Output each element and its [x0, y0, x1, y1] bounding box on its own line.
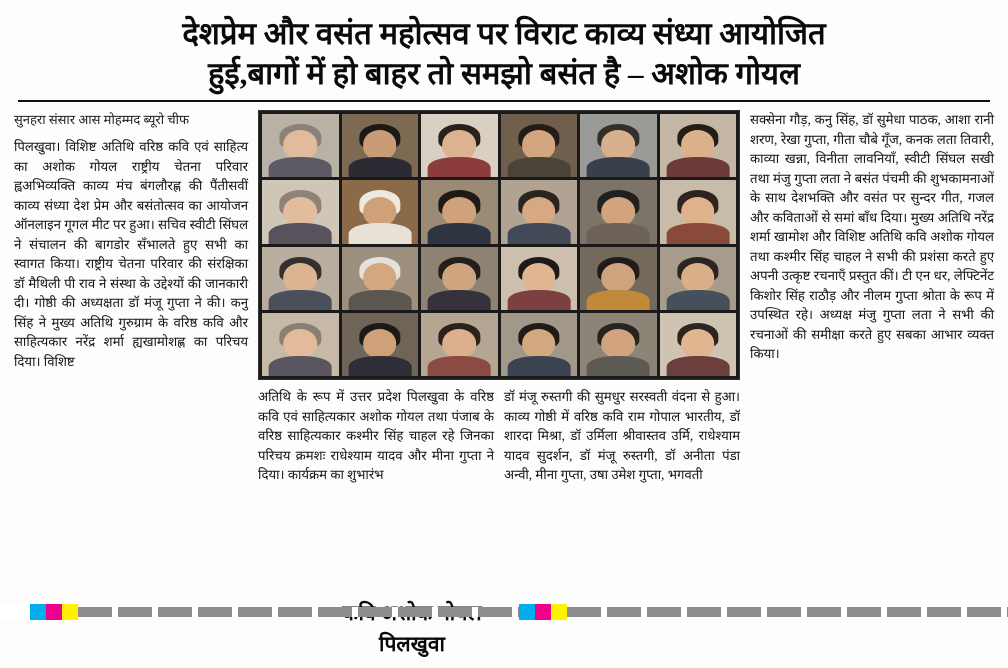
article-body	[14, 110, 994, 485]
portrait-cell	[501, 247, 578, 310]
headline-divider	[18, 100, 990, 102]
portrait-cell	[660, 313, 737, 376]
portrait-cell	[660, 180, 737, 243]
byline: सुनहरा संसार आस मोहम्मद ब्यूरो चीफ	[14, 112, 190, 127]
portrait-cell	[501, 313, 578, 376]
portrait-cell	[421, 114, 498, 177]
portrait-cell	[421, 247, 498, 310]
portrait-cell	[262, 180, 339, 243]
swatch-yellow-2	[551, 604, 567, 620]
portrait-cell	[421, 313, 498, 376]
portrait-cell	[660, 114, 737, 177]
column-right	[750, 110, 994, 364]
photo-collage	[258, 110, 740, 380]
article-paragraph-right: सक्सेना गौड़, कनु सिंह, डॉ सुमेधा पाठक, आशा रानी शरण, रेखा गुप्ता, गीता चौबे गूँज, कनक लता तिवारी, काव्या खन्ना, विनीता लावनियाँ, स्वीटी सिंघल सखी तथा मंजु गुप्ता लता ने बसंत पंचमी की शुभकामनाओं के साथ देशभक्ति और वसंत पर सुन्दर गीत, गजल और कविताओं से समां बाँध दिया। मुख्य अतिथि नरेंद्र शर्मा खामोश और विशिष्ट अतिथि कवि अशोक गोयल तथा कश्मीर सिंह चाहल ने सभी की प्रशंसा करते हुए अपनी उत्कृष्ट रचनाएँ प्रस्तुत कीं। टी एन धर, लेफ्टिनेंट किशोर सिंह राठौड़ और नीलम गुप्ता श्रोता के रूप में उपस्थित रहे। अध्यक्ष मंजु गुप्ता लता ने सभी की रचनाओं की समीक्षा करते हुए सबका आभार व्यक्त किया।	[750, 112, 994, 361]
article-paragraph-left: पिलखुवा। विशिष्ट अतिथि वरिष्ठ कवि एवं साहित्य का अशोक गोयल राष्ट्रीय चेतना परिवार ह्वअभिव्यक्ति काव्य मंच बंगलौरह्ण की पैंतीसवीं काव्य संध्या देश प्रेम और बसंतोत्सव का आयोजन ऑनलाइन गूगल मीट पर हुआ। सचिव स्वीटी सिंघल ने संचालन की बागडोर सँभालते हुए सभी का स्वागत किया। राष्ट्रीय चेतना परिवार की संरक्षिका डॉ मैथिली पी राव ने संस्था के उद्देश्यों की जानकारी दी। गोष्ठी की अध्यक्षता डॉ मंजू गुप्ता ने की। कनु सिंह ने मुख्य अतिथि गुरुग्राम के वरिष्ठ कवि और साहित्यकार नरेंद्र शर्मा ह्यखामोशह्ण का परिचय दिया। विशिष्ट	[14, 139, 249, 369]
portrait-cell	[580, 180, 657, 243]
article-paragraph-mid-left: अतिथि के रूप में उत्तर प्रदेश पिलखुवा के वरिष्ठ कवि एवं साहित्यकार अशोक गोयल तथा पंजाब के वरिष्ठ साहित्यकार कश्मीर सिंह चाहल रहे जिनका परिचय क्रमशः राधेश्याम यादव और मीना गुप्ता ने दिया। कार्यक्रम का शुभारंभ	[258, 389, 495, 482]
middle-columns	[258, 387, 740, 485]
swatch-cyan	[30, 604, 46, 620]
portrait-cell	[262, 114, 339, 177]
portrait-cell	[501, 180, 578, 243]
portrait-cell	[262, 247, 339, 310]
swatch-cyan-2	[519, 604, 535, 620]
swatch-magenta-2	[535, 604, 551, 620]
gray-scale-bar-left	[78, 607, 519, 617]
print-registration-bar	[0, 604, 1008, 620]
headline-line-2: हुई,बागों में हो बाहर तो समझो बसंत है – अशोक गोयल	[207, 56, 801, 91]
gray-scale-bar-right	[567, 607, 1008, 617]
column-middle	[258, 110, 740, 485]
portrait-cell	[580, 313, 657, 376]
portrait-cell	[501, 114, 578, 177]
photo-grid	[258, 110, 740, 380]
swatch-yellow	[62, 604, 78, 620]
portrait-cell	[421, 180, 498, 243]
portrait-cell	[342, 313, 419, 376]
page-title	[14, 14, 994, 94]
portrait-cell	[660, 247, 737, 310]
portrait-cell	[342, 180, 419, 243]
portrait-cell	[580, 114, 657, 177]
registration-spacer	[0, 604, 30, 620]
swatch-magenta	[46, 604, 62, 620]
portrait-cell	[342, 114, 419, 177]
portrait-cell	[342, 247, 419, 310]
photo-caption-line-2: पिलखुवा	[379, 632, 445, 656]
article-paragraph-mid-right: डॉ मंजू रुस्तगी की सुमधुर सरस्वती वंदना से हुआ। काव्य गोष्ठी में वरिष्ठ कवि राम गोपाल भारतीय, डॉ शारदा मिश्रा, डॉ उर्मिला श्रीवास्तव उर्मि, राधेश्याम यादव सुदर्शन, डॉ मंजू रुस्तगी, डॉ अनीता पंडा अन्वी, मीना गुप्ता, उषा उमेश गुप्ता, भगवती	[504, 389, 741, 482]
portrait-cell	[580, 247, 657, 310]
portrait-cell	[262, 313, 339, 376]
headline-line-1: देशप्रेम और वसंत महोत्सव पर विराट काव्य संध्या आयोजित	[182, 16, 826, 51]
column-left	[14, 110, 248, 371]
